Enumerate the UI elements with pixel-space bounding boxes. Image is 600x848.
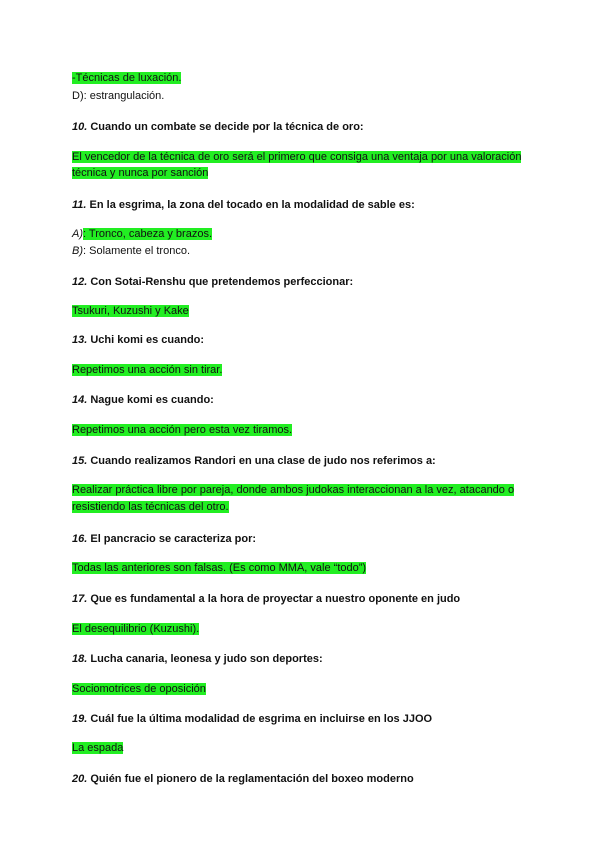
question-19 <box>72 712 432 727</box>
answer-10-line-2 <box>72 166 208 181</box>
question-number: 17. <box>72 593 88 605</box>
option-letter: B) <box>72 245 83 257</box>
question-number: 12. <box>72 276 88 288</box>
highlighted-answer: Repetimos una acción pero esta vez tiramos. <box>72 424 293 436</box>
highlighted-answer: La espada <box>72 742 124 754</box>
highlighted-answer: Todas las anteriores son falsas. (Es como MMA, vale “todo”) <box>72 562 367 574</box>
answer-17 <box>72 622 199 637</box>
answer-15-line-2 <box>72 500 229 515</box>
option-text: : Solamente el tronco. <box>83 245 191 257</box>
answer-12 <box>72 304 189 319</box>
question-text: Que es fundamental a la hora de proyectar a nuestro oponente en judo <box>90 593 461 605</box>
question-number: 15. <box>72 455 88 467</box>
question-number: 20. <box>72 773 88 785</box>
question-10 <box>72 120 364 135</box>
question-text: Cuando un combate se decide por la técnica de oro: <box>90 121 364 133</box>
answer-15-line-1 <box>72 483 514 498</box>
question-text: Cuando realizamos Randori en una clase de judo nos referimos a: <box>90 455 436 467</box>
question-text: Cuál fue la última modalidad de esgrima en incluirse en los JJOO <box>90 713 433 725</box>
question-number: 14. <box>72 394 88 406</box>
question-text: Quién fue el pionero de la reglamentación del boxeo moderno <box>90 773 414 785</box>
question-20 <box>72 772 414 787</box>
option-letter: A) <box>72 228 83 240</box>
question-number: 16. <box>72 533 88 545</box>
highlighted-answer: Tsukuri, Kuzushi y Kake <box>72 305 189 317</box>
answer-10-line-1 <box>72 150 521 165</box>
question-18 <box>72 652 323 667</box>
highlighted-answer: Sociomotrices de oposición <box>72 683 206 695</box>
question-13 <box>72 333 204 348</box>
answer-14 <box>72 423 292 438</box>
answer-16 <box>72 561 366 576</box>
option-text: : estrangulación. <box>83 90 165 102</box>
highlighted-answer: técnica y nunca por sanción <box>72 167 209 179</box>
highlighted-answer: El vencedor de la técnica de oro será el primero que consiga una ventaja por una valoración <box>72 151 522 163</box>
highlighted-answer: Repetimos una acción sin tirar. <box>72 364 223 376</box>
highlighted-answer: resistiendo las técnicas del otro. <box>72 501 229 513</box>
question-number: 10. <box>72 121 88 133</box>
question-15 <box>72 454 436 469</box>
question-number: 11. <box>72 199 87 211</box>
option-a <box>72 227 212 242</box>
option-b <box>72 244 190 259</box>
question-14 <box>72 393 214 408</box>
highlighted-answer: -Técnicas de luxación. <box>72 72 182 84</box>
question-text: Con Sotai-Renshu que pretendemos perfeccionar: <box>90 276 354 288</box>
answer-line <box>72 71 181 86</box>
highlighted-answer: : Tronco, cabeza y brazos. <box>83 228 213 240</box>
question-number: 13. <box>72 334 88 346</box>
question-text: En la esgrima, la zona del tocado en la modalidad de sable es: <box>89 199 415 211</box>
question-text: Lucha canaria, leonesa y judo son deportes: <box>90 653 323 665</box>
question-text: El pancracio se caracteriza por: <box>90 533 257 545</box>
question-12 <box>72 275 353 290</box>
question-17 <box>72 592 460 607</box>
question-text: Uchi komi es cuando: <box>90 334 205 346</box>
answer-18 <box>72 682 206 697</box>
question-16 <box>72 532 256 547</box>
question-number: 19. <box>72 713 88 725</box>
highlighted-answer: El desequilibrio (Kuzushi). <box>72 623 200 635</box>
option-letter: D) <box>72 90 84 102</box>
question-text: Nague komi es cuando: <box>90 394 214 406</box>
answer-13 <box>72 363 222 378</box>
highlighted-answer: Realizar práctica libre por pareja, donde ambos judokas interaccionan a la vez, atacando o <box>72 484 515 496</box>
question-number: 18. <box>72 653 88 665</box>
option-d <box>72 89 164 104</box>
answer-19 <box>72 741 123 756</box>
question-11 <box>72 198 415 213</box>
